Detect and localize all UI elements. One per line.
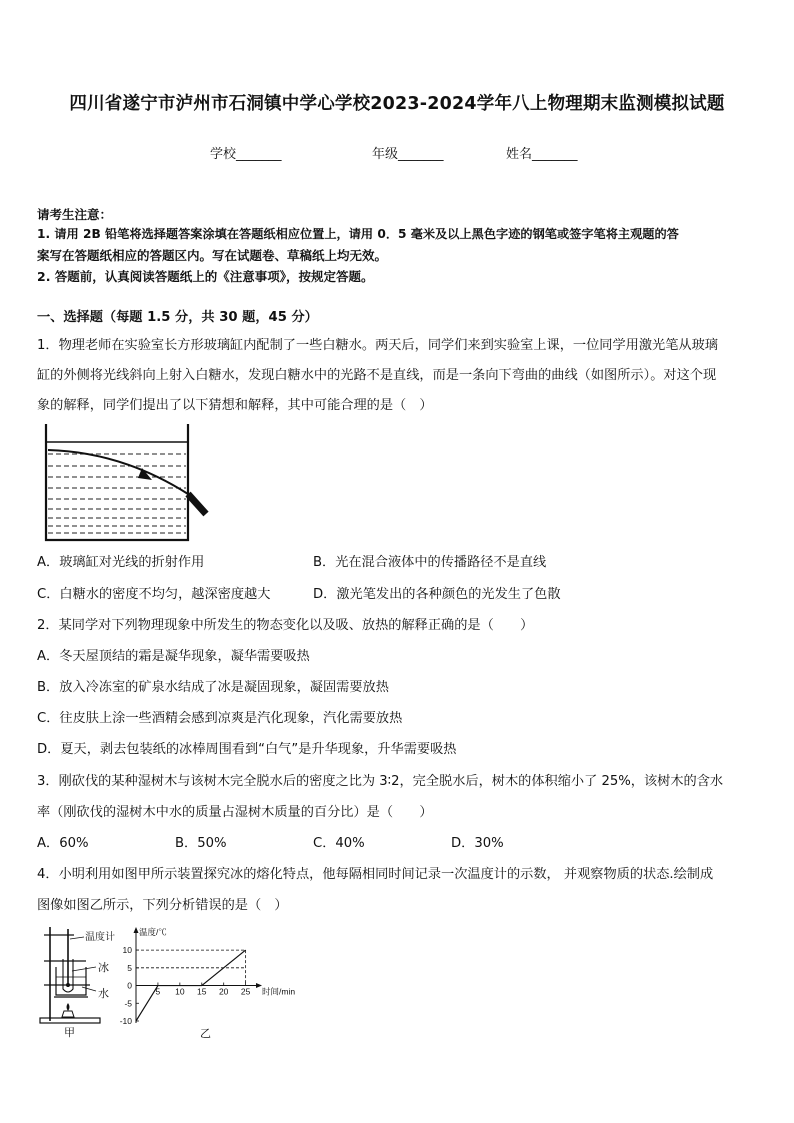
y-tick-label-1: 5 xyxy=(127,962,132,973)
label-water: 水 xyxy=(98,987,109,1000)
label-thermometer: 温度计 xyxy=(85,932,115,943)
q1-option-d: D．激光笔发出的各种颜色的光发生了色散 xyxy=(313,587,561,602)
q2-option-c: C．往皮肤上涂一些酒精会感到凉爽是汽化现象，汽化需要放热 xyxy=(37,711,403,726)
notice-line-1b: 案写在答题纸相应的答题区内。写在试题卷、草稿纸上均无效。 xyxy=(37,248,388,263)
notice-line-2: 2. 答题前，认真阅读答题纸上的《注意事项》，按规定答题。 xyxy=(37,269,374,284)
q1-option-c: C．白糖水的密度不均匀，越深密度越大 xyxy=(37,587,271,602)
q1-line-2: 缸的外侧将光线斜向上射入白糖水，发现白糖水中的光路不是直线，而是一条向下弯曲的曲线（如图所示）。对这个现 xyxy=(37,368,717,383)
q3-line-2: 率（刚砍伐的湿树木中水的质量占湿树木质量的百分比）是（ ） xyxy=(37,805,433,820)
x-axis-label: 时间/min xyxy=(262,986,296,997)
q3-option-c: C．40% xyxy=(313,836,365,851)
school-field: 学校_______ xyxy=(210,147,282,162)
x-tick-label-4: 20 xyxy=(218,986,229,997)
q3-option-a: A．60% xyxy=(37,836,89,851)
q4-figure-graph xyxy=(110,925,310,1040)
q3-line-1: 3．刚砍伐的某种湿树木与该树木完全脱水后的密度之比为 3∶2，完全脱水后，树木的体积缩小了 25%，该树木的含水 xyxy=(37,774,724,789)
q3-option-b: B．50% xyxy=(175,836,227,851)
q1-line-3: 象的解释，同学们提出了以下猜想和解释，其中可能合理的是（ ） xyxy=(37,398,433,413)
page-title: 四川省遂宁市泸州市石洞镇中学心学校2023-2024学年八上物理期末监测模拟试题 xyxy=(69,94,725,114)
y-tick-label-3: -5 xyxy=(124,998,132,1009)
y-tick-label-4: -10 xyxy=(119,1016,132,1025)
y-axis-label: 温度/℃ xyxy=(139,927,167,937)
x-tick-label-2: 10 xyxy=(175,986,185,997)
x-tick-label-5: 25 xyxy=(240,986,251,997)
q4-line-1: 4．小明利用如图甲所示装置探究冰的熔化特点，他每隔相同时间记录一次温度计的示数， 并观察物质的状态.绘制成 xyxy=(37,867,714,882)
name-field: 姓名_______ xyxy=(506,147,578,162)
q2-option-b: B．放入冷冻室的矿泉水结成了冰是凝固现象，凝固需要放热 xyxy=(37,680,389,695)
q3-option-d: D．30% xyxy=(451,836,504,851)
label-ice: 冰 xyxy=(98,961,109,974)
q1-figure-tank xyxy=(42,422,212,544)
notice-line-1a: 1. 请用 2B 铅笔将选择题答案涂填在答题纸相应位置上，请用 0．5 毫米及以上黑色字迹的钢笔或签字笔将主观题的答 xyxy=(37,227,679,241)
q1-option-a: A．玻璃缸对光线的折射作用 xyxy=(37,555,205,570)
q1-option-b: B．光在混合液体中的传播路径不是直线 xyxy=(313,555,547,570)
x-tick-label-3: 15 xyxy=(197,986,207,997)
y-axis-arrow xyxy=(134,927,139,933)
temperature-chart xyxy=(110,925,310,1025)
q4-line-2: 图像如图乙所示，下列分析错误的是（ ） xyxy=(37,898,288,913)
grade-field: 年级_______ xyxy=(372,147,444,162)
q2-option-d: D．夏天，剥去包装纸的冰棒周围看到“白气”是升华现象，升华需要吸热 xyxy=(37,742,457,757)
notice-heading: 请考生注意： xyxy=(37,207,113,222)
q2-option-a: A．冬天屋顶结的霜是凝华现象，凝华需要吸热 xyxy=(37,649,310,664)
q1-line-1: 1．物理老师在实验室长方形玻璃缸内配制了一些白糖水。两天后，同学们来到实验室上课，一位同学用激光笔从玻璃 xyxy=(37,338,718,353)
section-heading: 一、选择题（每题 1.5 分，共 30 题，45 分） xyxy=(37,310,318,325)
q2-stem: 2．某同学对下列物理现象中所发生的物态变化以及吸、放热的解释正确的是（ ） xyxy=(37,618,534,633)
y-tick-label-2: 0 xyxy=(127,980,132,991)
caption-jia: 甲 xyxy=(64,1026,75,1039)
caption-yi: 乙 xyxy=(200,1027,211,1040)
y-tick-label-0: 10 xyxy=(122,945,132,956)
x-tick-label-1: 5 xyxy=(155,986,161,997)
